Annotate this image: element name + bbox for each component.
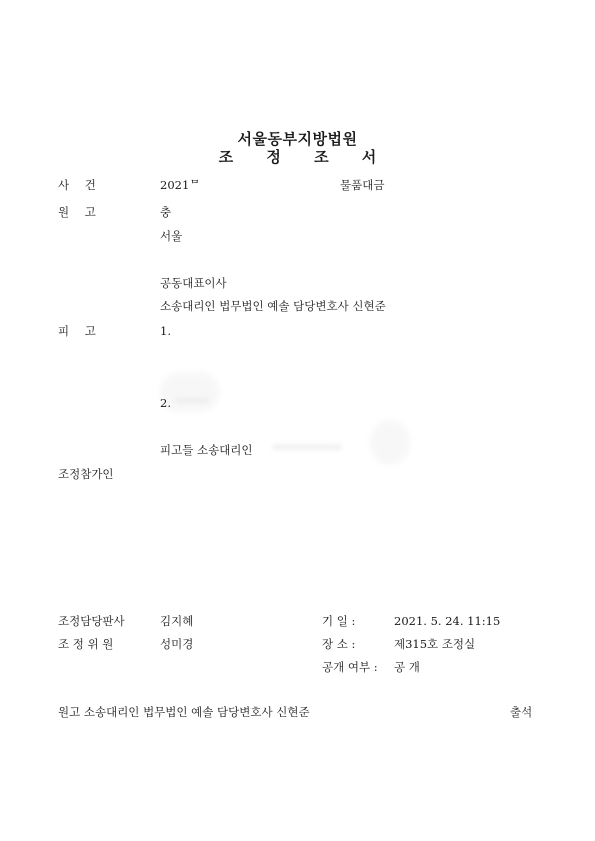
defendant-counsel: 피고들 소송대리인: [160, 443, 253, 457]
judge-label: 조정담당판사: [58, 614, 125, 628]
plaintiff-counsel: 소송대리인 법무법인 예솔 담당변호사 신현준: [160, 299, 386, 313]
date-value: 2021. 5. 24. 11:15: [394, 614, 501, 628]
place-value: 제315호 조정실: [394, 637, 476, 651]
court-name: 서울동부지방법원: [237, 130, 358, 148]
plaintiff-line-2: 서울: [160, 229, 183, 243]
redaction-mark: [175, 398, 209, 403]
member-label: 조 정 위 원: [58, 637, 114, 651]
public-label: 공개 여부 :: [322, 660, 378, 674]
case-name: 물품대금: [340, 178, 385, 192]
defendant-label: 피 고: [58, 324, 102, 338]
place-label: 장 소 :: [322, 637, 356, 651]
plaintiff-label: 원 고: [58, 205, 102, 219]
member-name: 성미경: [160, 637, 194, 651]
attendance-status: 출석: [510, 705, 533, 719]
judge-name: 김지혜: [160, 614, 194, 628]
redaction-mark: [272, 444, 342, 450]
intervenor-label: 조정참가인: [58, 467, 114, 481]
attendance-text: 원고 소송대리인 법무법인 예솔 담당변호사 신현준: [58, 705, 310, 719]
defendant-item-1: 1.: [160, 324, 171, 338]
date-label: 기 일 :: [322, 614, 356, 628]
plaintiff-line-1: 충: [160, 205, 172, 219]
plaintiff-line-3: 공동대표이사: [160, 276, 227, 290]
case-number: 2021ᄆ: [160, 178, 201, 192]
public-value: 공 개: [394, 660, 420, 674]
redaction-mark: [370, 420, 410, 465]
defendant-item-2: 2.: [160, 396, 171, 410]
document-title: 조 정 조 서: [218, 148, 391, 166]
case-label: 사 건: [58, 178, 102, 192]
